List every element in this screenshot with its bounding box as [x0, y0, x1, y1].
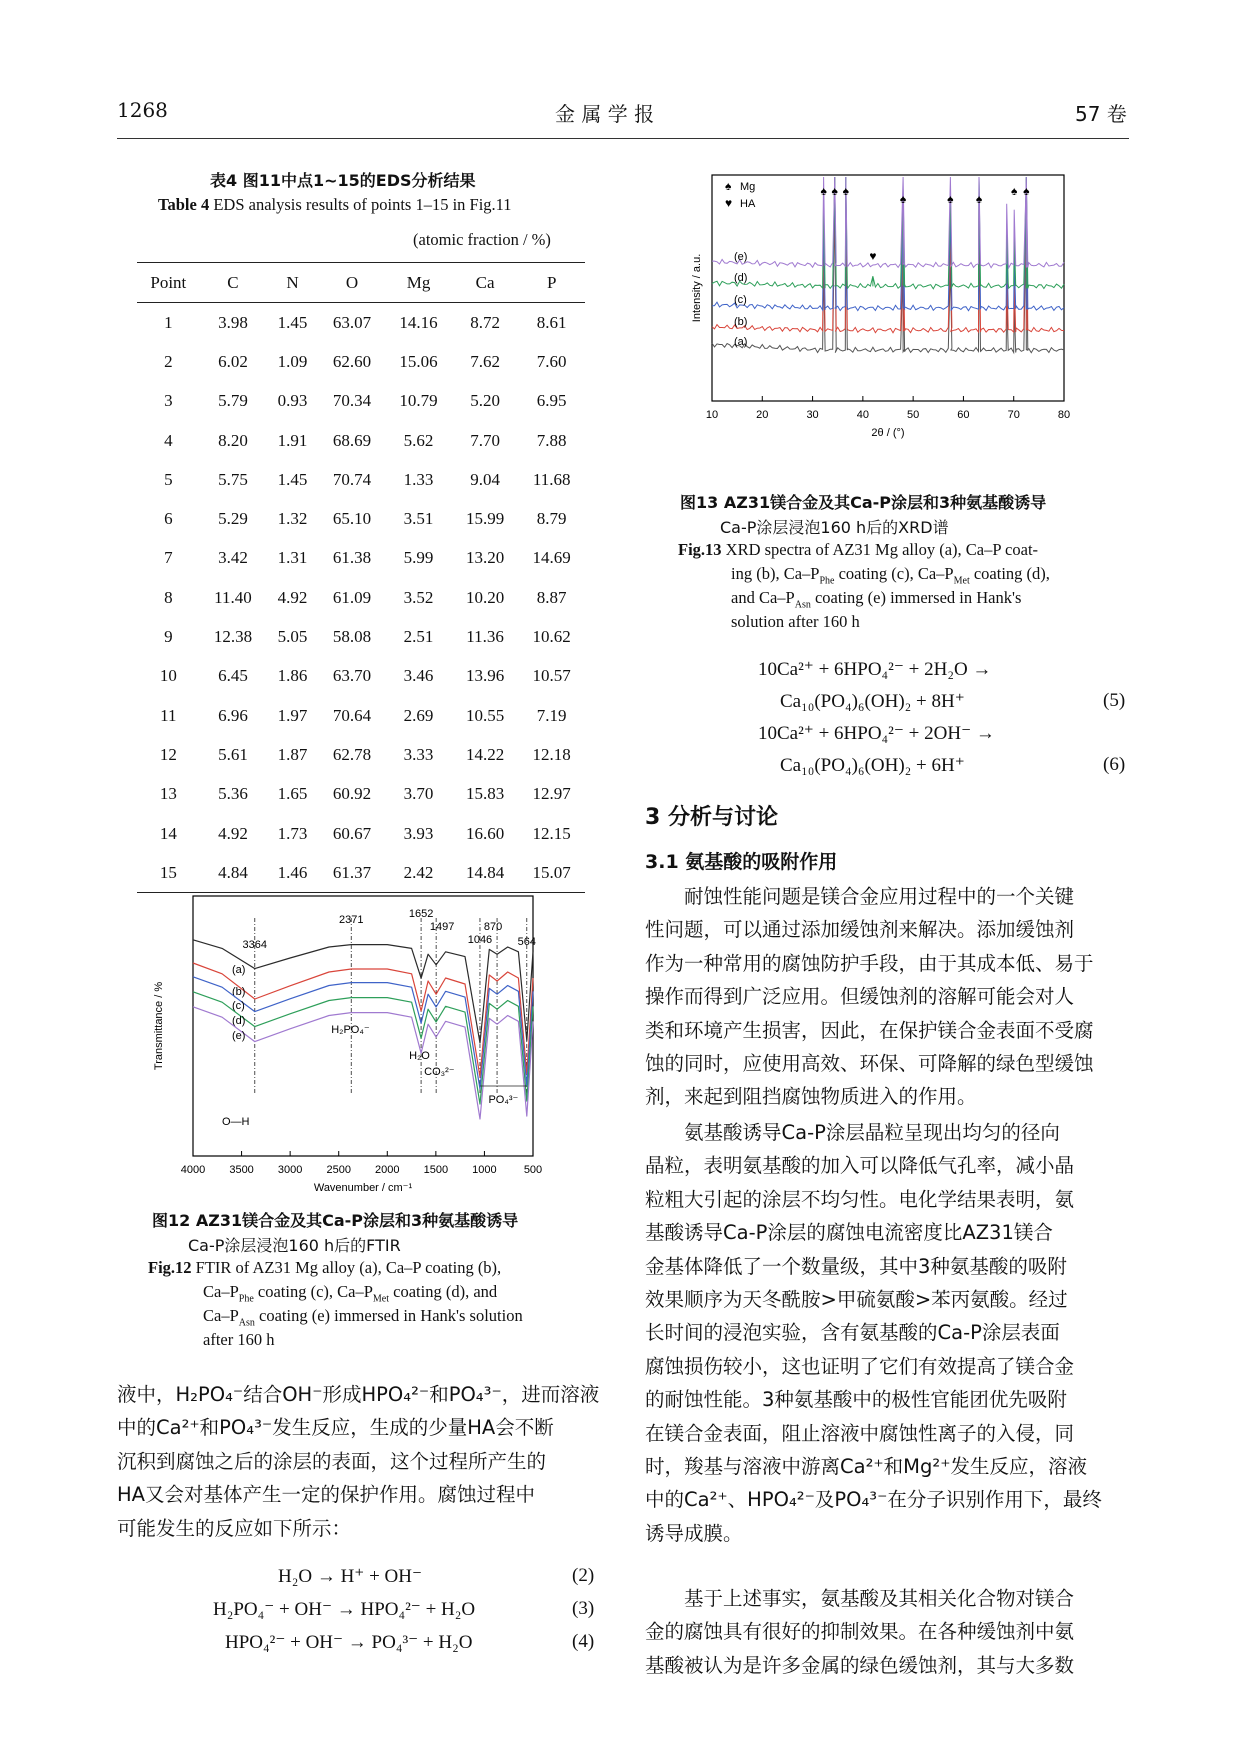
table-cell: 10.20: [465, 587, 505, 607]
table-cell: 70.64: [332, 705, 372, 725]
table-cell: 5.29: [218, 509, 248, 529]
table-cell: 1.65: [277, 784, 308, 804]
table-cell: 3.51: [403, 509, 434, 529]
table-cell: 2.51: [403, 627, 434, 647]
equation-5-line2: Ca₁₀(PO₄)₆(OH)₂ + 8H⁺: [780, 691, 965, 712]
text-line: 性问题，可以通过添加缓蚀剂来解决。添加缓蚀剂: [645, 918, 1075, 942]
peak-label: 1046: [467, 934, 493, 946]
x-tick-label: 30: [806, 409, 819, 421]
group-label-po4: PO₄³⁻: [488, 1094, 519, 1106]
series-label: (c): [734, 294, 747, 306]
table-cell: 14: [159, 823, 177, 843]
mg-peak-marker: ♠: [947, 192, 954, 206]
left-paragraph: [117, 1378, 602, 1545]
table-cell: 11: [160, 705, 177, 725]
table-cell: 12: [159, 744, 177, 764]
series-label: (c): [232, 1000, 245, 1012]
series-line-b: [712, 177, 1064, 333]
paragraph-1: [645, 880, 1129, 1114]
series-label: (a): [734, 336, 748, 348]
table-cell: 5: [164, 469, 173, 489]
table-cell: 60.92: [332, 784, 372, 804]
table4-unit: (atomic fraction / %): [413, 230, 551, 249]
fig12-caption-en-2: $Ca-P_{Phe}$ coating (c), $Ca-P_{Met}$ coating (d), and: [203, 1282, 498, 1305]
table-cell: 15.07: [518, 853, 585, 893]
volume-label: 57 卷: [1075, 102, 1127, 126]
table-cell: 1.91: [277, 430, 308, 450]
table-cell: 13.96: [465, 666, 505, 686]
table-cell: 14.84: [452, 853, 519, 893]
journal-title: 金 属 学 报: [555, 102, 655, 126]
table-row: [137, 578, 585, 617]
table-cell: 9.04: [470, 469, 500, 489]
table-cell: 6.95: [536, 391, 567, 411]
table-cell: 2.69: [403, 705, 434, 725]
table-cell: 1: [164, 312, 173, 332]
mg-peak-marker: ♠: [831, 184, 838, 198]
legend-label: Mg: [740, 181, 756, 193]
series-label: (d): [734, 272, 748, 284]
text-line: 沉积到腐蚀之后的涂层的表面，这个过程所产生的: [117, 1449, 547, 1473]
fig13-caption-en-2: ing (b), $Ca-P_{Phe}$ coating (c), $Ca-P_{Met}$ coating (d),: [731, 564, 1050, 587]
x-tick-label: 1500: [423, 1164, 449, 1176]
equation-6-number: (6): [1103, 754, 1126, 775]
table-cell: 63.70: [332, 666, 372, 686]
text-line: 中的Ca²⁺、HPO₄²⁻及PO₄³⁻在分子识别作用下，最终: [645, 1488, 1102, 1512]
text-line: 基酸被认为是许多金属的绿色缓蚀剂，其与大多数: [645, 1653, 1075, 1677]
table-cell: 9: [164, 627, 173, 647]
section-title: 3 分析与讨论: [645, 805, 778, 830]
series-label: (b): [734, 316, 748, 328]
table-cell: 7.60: [536, 351, 567, 371]
table-cell: 10.57: [532, 666, 571, 686]
ha-peak-marker: ♥: [869, 249, 877, 263]
fig12-caption-en-4: after 160 h: [203, 1330, 275, 1349]
group-label-oh: O—H: [222, 1116, 250, 1128]
x-tick-label: 50: [907, 409, 920, 421]
table-cell: 1.31: [277, 548, 308, 568]
x-tick-label: 1000: [472, 1164, 497, 1176]
header-rule: [117, 138, 1129, 139]
table-cell: 68.69: [332, 430, 372, 450]
table-cell: 1.45: [277, 469, 308, 489]
table-cell: 2.42: [385, 853, 452, 893]
text-line: 操作而得到广泛应用。但缓蚀剂的溶解可能会对人: [645, 985, 1075, 1009]
table-cell: 12.38: [213, 627, 253, 647]
table-cell: 5.79: [218, 391, 248, 411]
column-header-n: N: [266, 263, 319, 303]
table-cell: 5.20: [470, 391, 500, 411]
x-axis-label: Wavenumber / cm⁻¹: [313, 1182, 413, 1194]
text-line: 基酸诱导Ca-P涂层的腐蚀电流密度比AZ31镁合: [645, 1221, 1053, 1245]
table-cell: 13.20: [465, 548, 505, 568]
paragraph-3: [645, 1582, 1129, 1682]
table-cell: 3.52: [403, 587, 434, 607]
x-tick-label: 2000: [375, 1164, 400, 1176]
text-line: 晶粒，表明氨基酸的加入可以降低气孔率，减小晶: [645, 1154, 1075, 1178]
page-number: 1268: [117, 98, 168, 122]
x-tick-label: 500: [523, 1164, 543, 1176]
table-header-row: [137, 263, 585, 303]
text-line: 中的Ca²⁺和PO₄³⁻发生反应，生成的少量HA会不断: [117, 1416, 554, 1440]
equation-3: H₂PO₄⁻ + OH⁻ → HPO₄²⁻ + H₂O: [213, 1599, 476, 1620]
table-cell: 3.42: [218, 548, 248, 568]
text-line: 类和环境产生损害，因此，在保护镁合金表面不受腐: [645, 1018, 1094, 1042]
table-cell: 7.62: [470, 351, 500, 371]
text-line: 诱导成膜。: [645, 1521, 743, 1545]
table-row: [137, 853, 585, 893]
table-cell: 4.84: [200, 853, 267, 893]
table-cell: 1.97: [277, 705, 308, 725]
text-line: 金基体降低了一个数量级，其中3种氨基酸的吸附: [645, 1254, 1067, 1278]
x-tick-label: 10: [705, 409, 719, 421]
table-cell: 8.87: [536, 587, 567, 607]
x-tick-label: 40: [856, 409, 869, 421]
table-cell: 1.33: [403, 469, 434, 489]
text-line: HA又会对基体产生一定的保护作用。腐蚀过程中: [117, 1483, 536, 1507]
table-cell: 13: [159, 784, 177, 804]
text-line: 剂，来起到阻挡腐蚀物质进入的作用。: [645, 1085, 977, 1109]
table-cell: 8: [164, 587, 173, 607]
table-row: [137, 735, 585, 774]
y-axis-label: Transmittance / %: [153, 981, 165, 1071]
table-cell: 6.02: [218, 351, 248, 371]
table-cell: 1.46: [266, 853, 319, 893]
text-line: 耐蚀性能问题是镁合金应用过程中的一个关键: [684, 885, 1075, 908]
text-line: 长时间的浸泡实验，含有氨基酸的Ca-P涂层表面: [645, 1321, 1060, 1345]
table-cell: 14.22: [465, 744, 505, 764]
table-cell: 5.75: [218, 469, 248, 489]
table-cell: 63.07: [332, 312, 372, 332]
column-header-p: P: [518, 263, 585, 303]
table-cell: 3.46: [403, 666, 434, 686]
table-cell: 5.62: [403, 430, 434, 450]
x-axis-label: 2θ / (°): [871, 427, 905, 439]
table-cell: 10.79: [399, 391, 438, 411]
table-cell: 12.18: [532, 744, 571, 764]
table-cell: 15.06: [399, 351, 438, 371]
x-tick-label: 70: [1007, 409, 1020, 421]
equation-6-line1: 10Ca²⁺ + 6HPO₄²⁻ + 2OH⁻ →: [758, 723, 995, 744]
table-cell: 15.83: [465, 784, 505, 804]
legend-marker: ♠: [725, 179, 732, 193]
table-row: [137, 696, 585, 735]
fig13-caption-cn-1: 图13 AZ31镁合金及其Ca-P涂层和3种氨基酸诱导: [680, 493, 1047, 512]
table-cell: 3.93: [403, 823, 434, 843]
text-line: 可能发生的反应如下所示：: [117, 1516, 352, 1540]
table-row: [137, 303, 585, 343]
fig13-xrd-chart: [680, 170, 1100, 475]
paragraph-2: [645, 1116, 1129, 1550]
text-line: 时，羧基与溶液中游离Ca²⁺和Mg²⁺发生反应，溶液: [645, 1455, 1087, 1479]
table-cell: 12.97: [532, 784, 571, 804]
table-cell: 6: [164, 509, 173, 529]
y-axis-label: Intensity / a.u.: [691, 253, 703, 323]
equation-6-line2: Ca₁₀(PO₄)₆(OH)₂ + 6H⁺: [780, 755, 965, 776]
table-cell: 10.55: [465, 705, 505, 725]
table-cell: 5.36: [218, 784, 248, 804]
table-cell: 1.09: [277, 351, 308, 371]
fig12-ftir-chart: [153, 893, 590, 1198]
table-cell: 15.99: [465, 509, 505, 529]
table-row: [137, 421, 585, 460]
table-cell: 70.34: [332, 391, 372, 411]
table-cell: 3.70: [403, 784, 434, 804]
legend-marker: ♥: [725, 196, 733, 210]
text-line: 作为一种常用的腐蚀防护手段，由于其成本低、易于: [645, 951, 1094, 975]
fig13-caption-en-1: Fig.13 XRD spectra of AZ31 Mg alloy (a), Ca–P coat-: [678, 540, 1039, 559]
table-cell: 8.72: [470, 312, 500, 332]
group-label-h2po4: H₂PO₄⁻: [331, 1024, 370, 1036]
text-line: 在镁合金表面，阻止溶液中腐蚀性离子的入侵，同: [645, 1421, 1075, 1445]
table-row: [137, 814, 585, 853]
table-cell: 7: [164, 548, 173, 568]
table-cell: 11.68: [532, 469, 571, 489]
table-cell: 7.70: [470, 430, 500, 450]
table-cell: 5.61: [218, 744, 248, 764]
group-label-h2o: H₂O: [409, 1050, 430, 1062]
text-line: 的耐蚀性能。3种氨基酸中的极性官能团优先吸附: [645, 1388, 1067, 1412]
fig12-caption-cn-2: Ca-P涂层浸泡160 h后的FTIR: [188, 1236, 401, 1255]
text-line: 粒粗大引起的涂层不均匀性。电化学结果表明，氨: [645, 1187, 1075, 1211]
mg-peak-marker: ♠: [820, 184, 827, 198]
text-line: 效果顺序为天冬酰胺>甲硫氨酸>苯丙氨酸。经过: [645, 1288, 1068, 1312]
table-cell: 65.10: [332, 509, 372, 529]
table-row: [137, 342, 585, 381]
x-tick-label: 80: [1057, 409, 1071, 421]
table-cell: 70.74: [332, 469, 372, 489]
table-cell: 8.79: [536, 509, 567, 529]
table-cell: 4: [164, 430, 173, 450]
series-label: (a): [232, 964, 246, 976]
table-cell: 1.45: [277, 312, 308, 332]
equation-4-number: (4): [572, 1631, 595, 1652]
table-cell: 58.08: [332, 627, 372, 647]
table-cell: 0.93: [277, 391, 308, 411]
table-cell: 1.32: [277, 509, 308, 529]
table-cell: 61.09: [332, 587, 372, 607]
equation-3-number: (3): [572, 1598, 595, 1619]
table-cell: 60.67: [332, 823, 372, 843]
mg-peak-marker: ♠: [1011, 184, 1018, 198]
table-cell: 8.20: [218, 430, 248, 450]
table-cell: 61.38: [332, 548, 372, 568]
group-label-co3: CO₃²⁻: [424, 1066, 455, 1078]
equation-5-number: (5): [1103, 690, 1126, 711]
table-row: [137, 617, 585, 656]
table-cell: 3.98: [218, 312, 248, 332]
table-cell: 4.92: [218, 823, 248, 843]
table-cell: 62.78: [332, 744, 372, 764]
table-cell: 3.33: [403, 744, 434, 764]
table4-caption-en: Table 4 EDS analysis results of points 1–15 in Fig.11: [158, 195, 512, 214]
text-line: 腐蚀损伤较小，这也证明了它们有效提高了镁合金: [645, 1354, 1075, 1378]
table-cell: 4.92: [277, 587, 308, 607]
table-cell: 1.86: [277, 666, 308, 686]
peak-label: 564: [517, 936, 536, 948]
table-cell: 6.45: [218, 666, 248, 686]
fig13-caption-en-3: and $Ca-P_{Asn}$ coating (e) immersed in Hank's: [731, 588, 1022, 611]
x-tick-label: 3500: [229, 1164, 254, 1176]
table-cell: 5.99: [403, 548, 434, 568]
table-cell: 7.19: [536, 705, 567, 725]
text-line: 金的腐蚀具有很好的抑制效果。在各种缓蚀剂中氨: [645, 1620, 1075, 1644]
series-label: (e): [232, 1030, 246, 1042]
x-tick-label: 20: [756, 409, 769, 421]
table-cell: 14.69: [532, 548, 571, 568]
equation-2-number: (2): [572, 1565, 595, 1586]
table-row: [137, 460, 585, 499]
table-cell: 12.15: [532, 823, 571, 843]
column-header-ca: Ca: [452, 263, 519, 303]
peak-label: 1497: [429, 921, 455, 933]
table-cell: 1.87: [277, 744, 308, 764]
x-tick-label: 60: [957, 409, 970, 421]
text-line: 液中，H₂PO₄⁻结合OH⁻形成HPO₄²⁻和PO₄³⁻，进而溶液: [117, 1383, 600, 1406]
table-row: [137, 499, 585, 538]
mg-peak-marker: ♠: [842, 184, 849, 198]
table-cell: 8.61: [536, 312, 567, 332]
text-line: 蚀的同时，应使用高效、环保、可降解的绿色型缓蚀: [645, 1052, 1094, 1076]
series-label: (d): [232, 1015, 246, 1027]
table-cell: 61.37: [319, 853, 386, 893]
table-cell: 7.88: [536, 430, 567, 450]
column-header-mg: Mg: [385, 263, 452, 303]
table-cell: 16.60: [465, 823, 505, 843]
table-cell: 10: [159, 666, 177, 686]
column-header-point: Point: [137, 263, 200, 303]
peak-label: 2371: [339, 914, 364, 926]
peak-label: 1652: [408, 908, 434, 920]
equation-5-line1: 10Ca²⁺ + 6HPO₄²⁻ + 2H₂O →: [758, 659, 992, 680]
mg-peak-marker: ♠: [1023, 184, 1030, 198]
mg-peak-marker: ♠: [899, 192, 907, 206]
table-cell: 14.16: [399, 312, 438, 332]
x-tick-label: 4000: [180, 1164, 206, 1176]
table-cell: 6.96: [218, 705, 248, 725]
table-cell: 3: [164, 391, 173, 411]
text-line: 基于上述事实，氨基酸及其相关化合物对镁合: [684, 1587, 1075, 1610]
table-cell: 62.60: [332, 351, 372, 371]
table-cell: 5.05: [277, 627, 308, 647]
series-label: (e): [734, 251, 748, 263]
table-row: [137, 539, 585, 578]
legend-label: HA: [740, 198, 756, 210]
table-cell: 1.73: [277, 823, 308, 843]
fig12-caption-cn-1: 图12 AZ31镁合金及其Ca-P涂层和3种氨基酸诱导: [152, 1211, 519, 1230]
column-header-o: O: [319, 263, 386, 303]
fig13-caption-en-4: solution after 160 h: [731, 612, 860, 631]
table-row: [137, 657, 585, 696]
equation-2: H₂O → H⁺ + OH⁻: [278, 1566, 423, 1587]
series-label: (b): [232, 986, 246, 998]
equation-4: HPO₄²⁻ + OH⁻ → PO₄³⁻ + H₂O: [225, 1632, 473, 1653]
peak-label: 870: [483, 921, 503, 933]
table-cell: 11.40: [214, 587, 252, 607]
table4-caption-cn: 表4 图11中点1~15的EDS分析结果: [210, 171, 476, 190]
eds-table: [137, 262, 585, 893]
table-cell: 2: [164, 351, 173, 371]
fig13-caption-cn-2: Ca-P涂层浸泡160 h后的XRD谱: [720, 518, 949, 537]
table-row: [137, 382, 585, 421]
fig12-caption-en-1: Fig.12 FTIR of AZ31 Mg alloy (a), Ca–P coating (b),: [148, 1258, 502, 1277]
mg-peak-marker: ♠: [975, 192, 983, 206]
table-cell: 11.36: [466, 627, 504, 647]
fig12-caption-en-3: $Ca-P_{Asn}$ coating (e) immersed in Hank's solution: [203, 1306, 523, 1329]
subsection-title: 3.1 氨基酸的吸附作用: [645, 851, 838, 873]
x-tick-label: 2500: [326, 1164, 351, 1176]
table-row: [137, 775, 585, 814]
x-tick-label: 3000: [277, 1164, 303, 1176]
peak-label: 3364: [242, 939, 268, 951]
text-line: 氨基酸诱导Ca-P涂层晶粒呈现出均匀的径向: [684, 1121, 1060, 1144]
table-cell: 15: [137, 853, 200, 893]
fig13-plot-frame: [712, 175, 1064, 401]
column-header-c: C: [200, 263, 267, 303]
table-cell: 10.62: [532, 627, 571, 647]
